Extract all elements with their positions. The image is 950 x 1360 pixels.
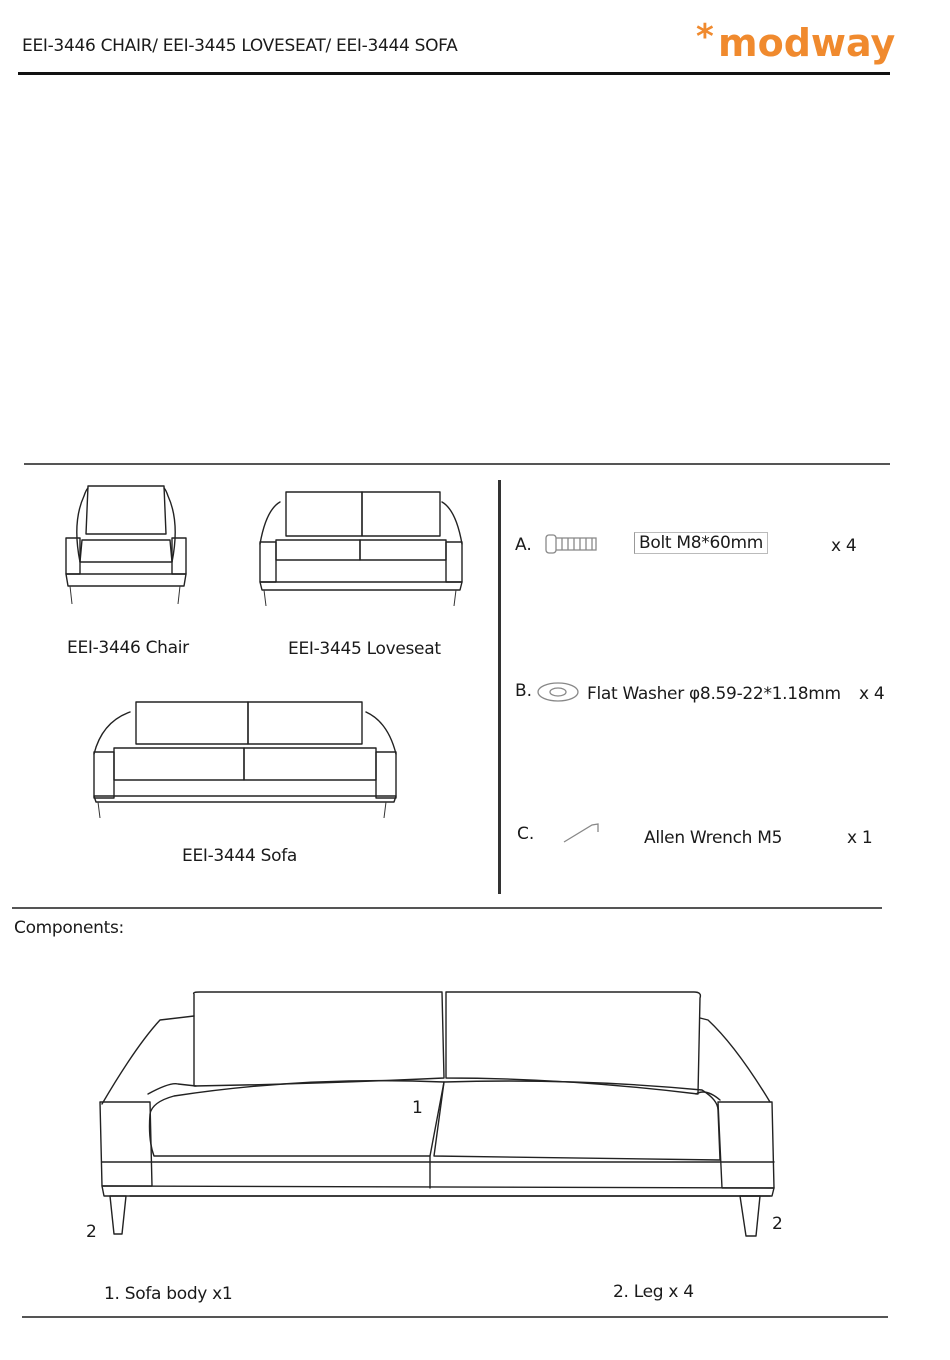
loveseat-caption: EEI-3445 Loveseat bbox=[288, 639, 441, 659]
hardware-b-name: Flat Washer φ8.59-22*1.18mm bbox=[587, 684, 841, 704]
callout-leg-left: 2 bbox=[86, 1222, 97, 1242]
chair-caption: EEI-3446 Chair bbox=[67, 638, 189, 658]
component-item-2: 2. Leg x 4 bbox=[613, 1282, 694, 1302]
bolt-icon bbox=[544, 532, 600, 556]
hardware-a-name: Bolt M8*60mm bbox=[634, 532, 768, 554]
hardware-a-qty: x 4 bbox=[831, 536, 857, 556]
callout-leg-right: 2 bbox=[772, 1214, 783, 1234]
logo-word: modway bbox=[718, 21, 896, 65]
column-divider bbox=[498, 480, 501, 894]
sofa-small-drawing bbox=[90, 700, 402, 822]
document-title: EEI-3446 CHAIR/ EEI-3445 LOVESEAT/ EEI-3444 SOFA bbox=[22, 36, 458, 56]
footer-rule bbox=[22, 1316, 888, 1318]
sofa-caption: EEI-3444 Sofa bbox=[182, 846, 297, 866]
hardware-b-letter: B. bbox=[515, 681, 533, 701]
component-item-1: 1. Sofa body x1 bbox=[104, 1284, 233, 1304]
hardware-c-qty: x 1 bbox=[847, 828, 873, 848]
washer-icon bbox=[536, 680, 580, 704]
components-heading: Components: bbox=[14, 918, 124, 938]
chair-drawing bbox=[62, 482, 192, 612]
logo-star: * bbox=[696, 17, 714, 57]
hardware-b-qty: x 4 bbox=[859, 684, 885, 704]
callout-sofa-body: 1 bbox=[412, 1098, 423, 1118]
modway-logo bbox=[694, 14, 894, 70]
section-rule-top bbox=[24, 463, 890, 465]
header-rule bbox=[18, 72, 890, 75]
hardware-c-letter: C. bbox=[517, 824, 535, 844]
sofa-component-drawing bbox=[96, 990, 776, 1240]
loveseat-drawing bbox=[256, 490, 468, 614]
section-rule-middle bbox=[12, 907, 882, 909]
allen-wrench-icon bbox=[560, 820, 604, 846]
hardware-c-name: Allen Wrench M5 bbox=[644, 828, 783, 848]
hardware-a-letter: A. bbox=[515, 535, 532, 555]
